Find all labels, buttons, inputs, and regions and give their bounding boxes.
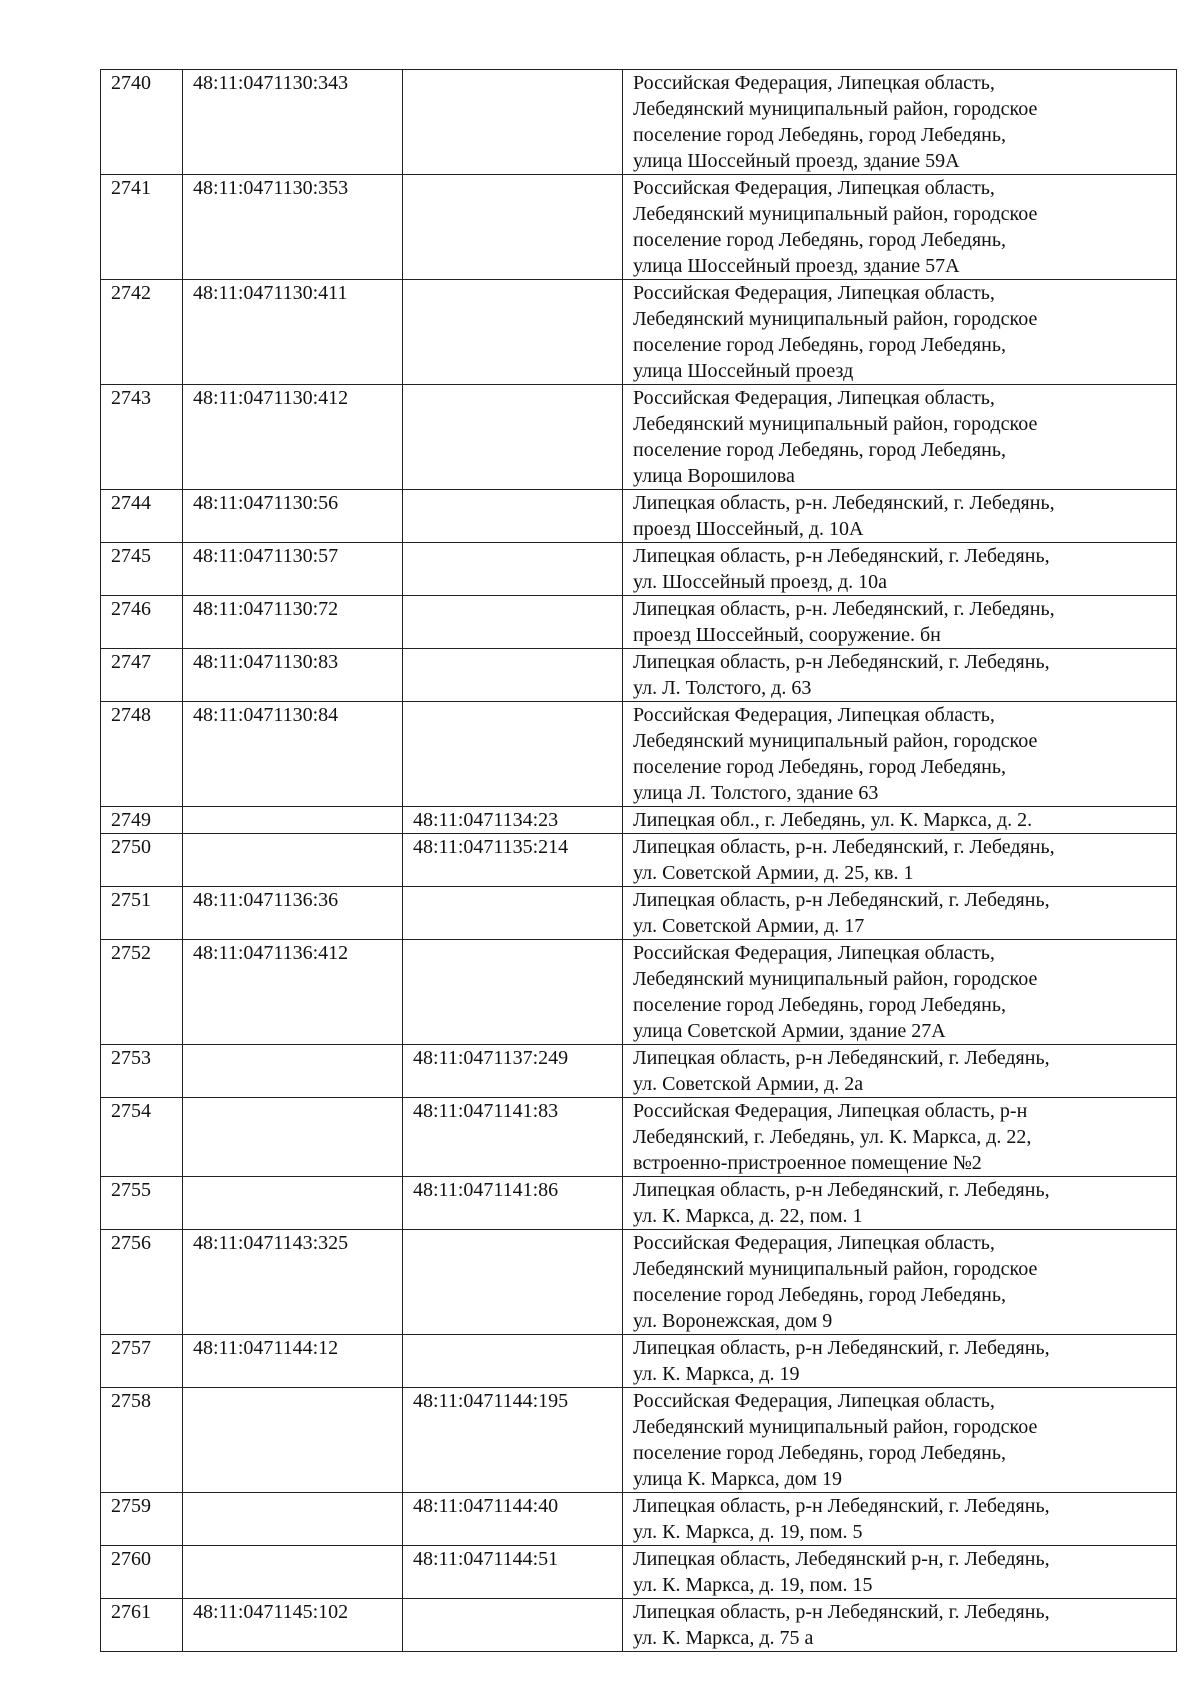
table-row <box>101 887 1177 940</box>
address-line: Российская Федерация, Липецкая область, <box>633 387 995 409</box>
parent-cadastral-number-cell <box>403 175 623 280</box>
cadastral-number-cell: 48:11:0471130:56 <box>183 490 403 543</box>
address-cell <box>623 543 1177 596</box>
address-line: Липецкая область, р-н Лебедянский, г. Лебедянь, <box>633 651 1050 673</box>
address-line: Липецкая область, р-н Лебедянский, г. Лебедянь, <box>633 1495 1050 1517</box>
cadastral-number-cell: 48:11:0471130:353 <box>183 175 403 280</box>
address-line: ул. К. Маркса, д. 22, пом. 1 <box>633 1205 863 1227</box>
row-number-cell: 2744 <box>101 490 183 543</box>
address-cell <box>623 1098 1177 1177</box>
address-line: Российская Федерация, Липецкая область, <box>633 1232 995 1254</box>
parent-cadastral-number-cell: 48:11:0471144:195 <box>403 1388 623 1493</box>
address-cell <box>623 70 1177 175</box>
table-row <box>101 1388 1177 1493</box>
cadastral-number-cell: 48:11:0471130:83 <box>183 649 403 702</box>
cadastral-number-cell: 48:11:0471136:36 <box>183 887 403 940</box>
cadastral-number-cell: 48:11:0471130:412 <box>183 385 403 490</box>
parent-cadastral-number-cell: 48:11:0471141:83 <box>403 1098 623 1177</box>
address-line: Липецкая область, р-н Лебедянский, г. Лебедянь, <box>633 1047 1050 1069</box>
cadastral-number-cell <box>183 1493 403 1546</box>
parent-cadastral-number-cell: 48:11:0471144:51 <box>403 1546 623 1599</box>
address-line: Лебедянский, г. Лебедянь, ул. К. Маркса, д. 22, <box>633 1126 1032 1148</box>
address-cell <box>623 280 1177 385</box>
address-cell <box>623 834 1177 887</box>
address-cell <box>623 1230 1177 1335</box>
address-line: Лебедянский муниципальный район, городское <box>633 1416 1038 1438</box>
table-row <box>101 649 1177 702</box>
address-line: ул. Советской Армии, д. 17 <box>633 915 865 937</box>
address-line: Липецкая область, р-н Лебедянский, г. Лебедянь, <box>633 545 1050 567</box>
address-cell <box>623 1493 1177 1546</box>
address-cell <box>623 807 1177 834</box>
table-row <box>101 490 1177 543</box>
address-line: Российская Федерация, Липецкая область, <box>633 1390 995 1412</box>
address-line: Липецкая область, р-н Лебедянский, г. Лебедянь, <box>633 1337 1050 1359</box>
address-line: Лебедянский муниципальный район, городское <box>633 1258 1038 1280</box>
table-row <box>101 702 1177 807</box>
address-cell <box>623 649 1177 702</box>
cadastral-number-cell <box>183 1177 403 1230</box>
address-line: поселение город Лебедянь, город Лебедянь, <box>633 1442 1007 1464</box>
parent-cadastral-number-cell <box>403 280 623 385</box>
cadastral-number-cell <box>183 1045 403 1098</box>
address-line: Липецкая область, р-н. Лебедянский, г. Лебедянь, <box>633 598 1055 620</box>
parent-cadastral-number-cell <box>403 385 623 490</box>
cadastral-number-cell: 48:11:0471130:411 <box>183 280 403 385</box>
address-line: поселение город Лебедянь, город Лебедянь, <box>633 334 1007 356</box>
address-cell <box>623 887 1177 940</box>
address-line: ул. Советской Армии, д. 2а <box>633 1073 864 1095</box>
cadastral-number-cell <box>183 1546 403 1599</box>
row-number-cell: 2742 <box>101 280 183 385</box>
address-line: ул. Шоссейный проезд, д. 10а <box>633 571 888 593</box>
address-line: проезд Шоссейный, сооружение. бн <box>633 624 941 646</box>
address-line: встроенно-пристроенное помещение №2 <box>633 1152 982 1174</box>
address-line: поселение город Лебедянь, город Лебедянь, <box>633 439 1007 461</box>
address-cell <box>623 1045 1177 1098</box>
row-number-cell: 2750 <box>101 834 183 887</box>
cadastral-number-cell <box>183 1098 403 1177</box>
address-line: Липецкая область, р-н. Лебедянский, г. Лебедянь, <box>633 836 1055 858</box>
row-number-cell: 2760 <box>101 1546 183 1599</box>
row-number-cell: 2747 <box>101 649 183 702</box>
cadastral-number-cell: 48:11:0471130:343 <box>183 70 403 175</box>
row-number-cell: 2757 <box>101 1335 183 1388</box>
cadastral-number-cell <box>183 807 403 834</box>
cadastral-number-cell: 48:11:0471143:325 <box>183 1230 403 1335</box>
row-number-cell: 2752 <box>101 940 183 1045</box>
address-cell <box>623 175 1177 280</box>
table-row <box>101 1098 1177 1177</box>
address-line: Лебедянский муниципальный район, городское <box>633 98 1038 120</box>
cadastral-number-cell: 48:11:0471145:102 <box>183 1599 403 1652</box>
row-number-cell: 2755 <box>101 1177 183 1230</box>
address-line: Липецкая область, р-н Лебедянский, г. Лебедянь, <box>633 889 1050 911</box>
address-cell <box>623 385 1177 490</box>
table-row <box>101 807 1177 834</box>
address-line: ул. К. Маркса, д. 19, пом. 5 <box>633 1521 863 1543</box>
row-number-cell: 2749 <box>101 807 183 834</box>
cadastral-number-cell <box>183 834 403 887</box>
address-line: ул. К. Маркса, д. 75 а <box>633 1627 814 1649</box>
table-row <box>101 1045 1177 1098</box>
address-line: Российская Федерация, Липецкая область, р-н <box>633 1100 1028 1122</box>
row-number-cell: 2759 <box>101 1493 183 1546</box>
row-number-cell: 2743 <box>101 385 183 490</box>
address-cell <box>623 940 1177 1045</box>
address-line: поселение город Лебедянь, город Лебедянь, <box>633 124 1007 146</box>
address-line: Лебедянский муниципальный район, городское <box>633 413 1038 435</box>
row-number-cell: 2748 <box>101 702 183 807</box>
address-cell <box>623 1177 1177 1230</box>
row-number-cell: 2751 <box>101 887 183 940</box>
address-line: улица Шоссейный проезд, здание 59А <box>633 150 960 172</box>
address-line: Российская Федерация, Липецкая область, <box>633 72 995 94</box>
row-number-cell: 2758 <box>101 1388 183 1493</box>
cadastral-number-cell: 48:11:0471144:12 <box>183 1335 403 1388</box>
address-line: поселение город Лебедянь, город Лебедянь, <box>633 756 1007 778</box>
row-number-cell: 2756 <box>101 1230 183 1335</box>
address-line: улица Советской Армии, здание 27А <box>633 1020 946 1042</box>
address-line: Лебедянский муниципальный район, городское <box>633 203 1038 225</box>
address-cell <box>623 702 1177 807</box>
address-line: ул. К. Маркса, д. 19, пом. 15 <box>633 1574 873 1596</box>
table-row <box>101 1335 1177 1388</box>
table-row <box>101 1546 1177 1599</box>
address-line: Лебедянский муниципальный район, городское <box>633 730 1038 752</box>
address-line: Российская Федерация, Липецкая область, <box>633 177 995 199</box>
table-row <box>101 1493 1177 1546</box>
parent-cadastral-number-cell <box>403 543 623 596</box>
parent-cadastral-number-cell <box>403 702 623 807</box>
parent-cadastral-number-cell: 48:11:0471144:40 <box>403 1493 623 1546</box>
address-cell <box>623 490 1177 543</box>
address-cell <box>623 1599 1177 1652</box>
address-line: улица Шоссейный проезд <box>633 360 854 382</box>
cadastral-number-cell <box>183 1388 403 1493</box>
address-line: Российская Федерация, Липецкая область, <box>633 704 995 726</box>
row-number-cell: 2745 <box>101 543 183 596</box>
table-row <box>101 1230 1177 1335</box>
address-line: Липецкая область, р-н Лебедянский, г. Лебедянь, <box>633 1601 1050 1623</box>
address-cell <box>623 596 1177 649</box>
address-line: Липецкая область, р-н. Лебедянский, г. Лебедянь, <box>633 492 1055 514</box>
parent-cadastral-number-cell: 48:11:0471141:86 <box>403 1177 623 1230</box>
parent-cadastral-number-cell <box>403 649 623 702</box>
address-cell <box>623 1546 1177 1599</box>
cadastral-number-cell: 48:11:0471130:57 <box>183 543 403 596</box>
address-line: ул. Советской Армии, д. 25, кв. 1 <box>633 862 914 884</box>
parent-cadastral-number-cell <box>403 70 623 175</box>
registry-table-body <box>101 70 1177 1652</box>
parent-cadastral-number-cell <box>403 1335 623 1388</box>
parent-cadastral-number-cell <box>403 887 623 940</box>
address-cell <box>623 1388 1177 1493</box>
row-number-cell: 2740 <box>101 70 183 175</box>
address-line: ул. К. Маркса, д. 19 <box>633 1363 800 1385</box>
table-row <box>101 1599 1177 1652</box>
table-row <box>101 385 1177 490</box>
table-row <box>101 543 1177 596</box>
address-line: поселение город Лебедянь, город Лебедянь, <box>633 1284 1007 1306</box>
address-line: Липецкая область, Лебедянский р-н, г. Лебедянь, <box>633 1548 1050 1570</box>
table-row <box>101 596 1177 649</box>
address-cell <box>623 1335 1177 1388</box>
parent-cadastral-number-cell: 48:11:0471137:249 <box>403 1045 623 1098</box>
row-number-cell: 2741 <box>101 175 183 280</box>
address-line: поселение город Лебедянь, город Лебедянь, <box>633 229 1007 251</box>
address-line: улица К. Маркса, дом 19 <box>633 1468 843 1490</box>
address-line: улица Ворошилова <box>633 465 795 487</box>
address-line: Российская Федерация, Липецкая область, <box>633 282 995 304</box>
parent-cadastral-number-cell <box>403 596 623 649</box>
address-line: улица Шоссейный проезд, здание 57А <box>633 255 960 277</box>
parent-cadastral-number-cell <box>403 1599 623 1652</box>
address-line: проезд Шоссейный, д. 10А <box>633 518 864 540</box>
row-number-cell: 2753 <box>101 1045 183 1098</box>
address-line: Лебедянский муниципальный район, городское <box>633 968 1038 990</box>
document-page <box>100 69 1176 1652</box>
parent-cadastral-number-cell <box>403 1230 623 1335</box>
address-line: поселение город Лебедянь, город Лебедянь, <box>633 994 1007 1016</box>
table-row <box>101 940 1177 1045</box>
cadastral-number-cell: 48:11:0471130:84 <box>183 702 403 807</box>
parent-cadastral-number-cell: 48:11:0471134:23 <box>403 807 623 834</box>
address-line: Липецкая обл., г. Лебедянь, ул. К. Маркса, д. 2. <box>633 809 1033 831</box>
table-row <box>101 70 1177 175</box>
row-number-cell: 2754 <box>101 1098 183 1177</box>
address-line: ул. Л. Толстого, д. 63 <box>633 677 812 699</box>
address-line: Липецкая область, р-н Лебедянский, г. Лебедянь, <box>633 1179 1050 1201</box>
parent-cadastral-number-cell: 48:11:0471135:214 <box>403 834 623 887</box>
row-number-cell: 2761 <box>101 1599 183 1652</box>
table-row <box>101 834 1177 887</box>
table-row <box>101 175 1177 280</box>
table-row <box>101 280 1177 385</box>
cadastral-number-cell: 48:11:0471130:72 <box>183 596 403 649</box>
address-line: улица Л. Толстого, здание 63 <box>633 782 879 804</box>
row-number-cell: 2746 <box>101 596 183 649</box>
address-line: ул. Воронежская, дом 9 <box>633 1310 833 1332</box>
table-row <box>101 1177 1177 1230</box>
registry-table <box>100 69 1177 1652</box>
address-line: Лебедянский муниципальный район, городское <box>633 308 1038 330</box>
parent-cadastral-number-cell <box>403 490 623 543</box>
address-line: Российская Федерация, Липецкая область, <box>633 942 995 964</box>
cadastral-number-cell: 48:11:0471136:412 <box>183 940 403 1045</box>
parent-cadastral-number-cell <box>403 940 623 1045</box>
